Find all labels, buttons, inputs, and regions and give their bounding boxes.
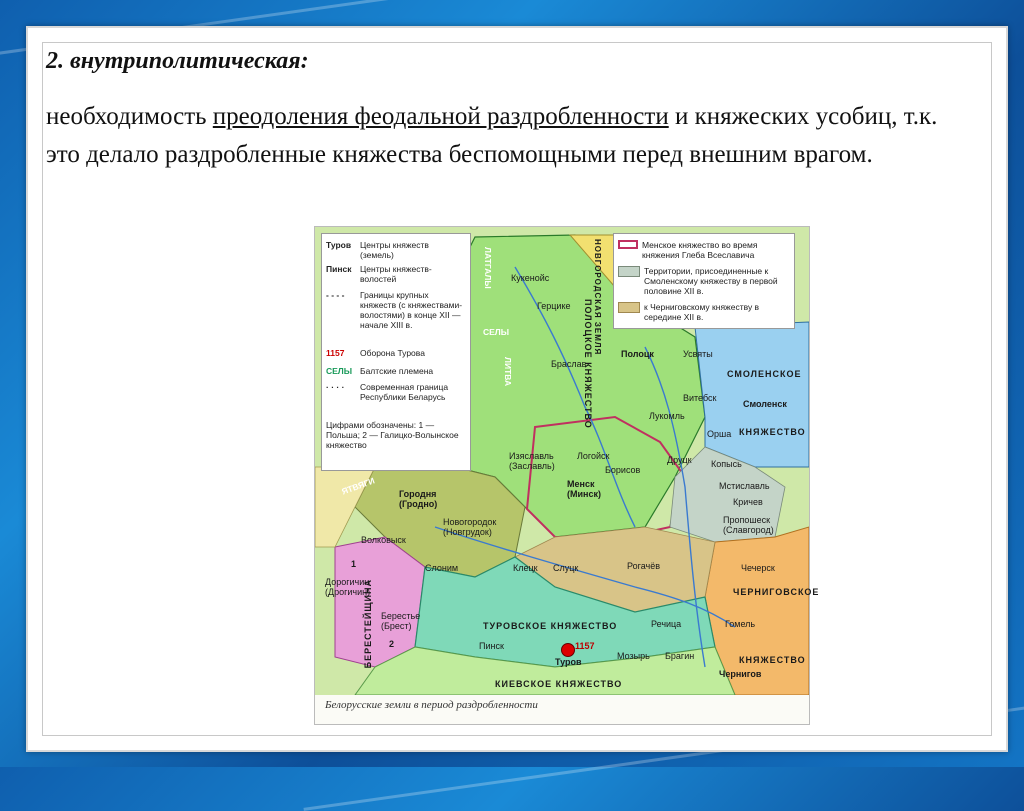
historical-map	[314, 226, 820, 725]
legend-tribes-symbol: СЕЛЫ	[326, 366, 353, 376]
tribe-latgaly: ЛАТГАЛЫ	[483, 247, 493, 289]
region-turov: ТУРОВСКОЕ КНЯЖЕСТВО	[483, 621, 618, 631]
region-polotsk: ПОЛОЦКОЕ КНЯЖЕСТВО	[583, 299, 593, 429]
city-usvyaty: Усвяты	[683, 349, 713, 359]
berestye-region	[335, 537, 425, 667]
city-pinsk: Пинск	[479, 641, 504, 651]
city-gomel: Гомель	[725, 619, 756, 629]
region-chernigov-2: КНЯЖЕСТВО	[739, 655, 806, 665]
city-rogachev: Рогачёв	[627, 561, 660, 571]
legend-tribes	[326, 366, 464, 376]
city-borisov: Борисов	[605, 465, 641, 475]
legend-border-line-icon: - - - -	[326, 290, 345, 300]
legend-borders-label: Границы крупных княжеств (с княжествами-волостями) в конце XII — начале XIII в.	[360, 290, 463, 330]
legend-borders	[326, 290, 464, 330]
region-smolensk-2: КНЯЖЕСТВО	[739, 427, 806, 437]
legend2-chernigov	[618, 302, 794, 322]
body-text-end: и княжеских усобиц, т.к. это делало раздробленные княжества беспомощными перед внешним врагом.	[46, 103, 938, 168]
city-slonim: Слоним	[425, 563, 459, 573]
tribe-yatvyagi: ЯТВЯГИ	[340, 475, 376, 497]
map-caption: Белорусские земли в период раздробленности	[325, 699, 538, 711]
legend-defense-symbol: 1157	[326, 348, 345, 358]
city-bragin: Брагин	[665, 651, 695, 661]
city-drutsk: Друцк	[667, 455, 692, 465]
smolensk-swatch-icon	[618, 266, 640, 277]
minsk-swatch-icon	[618, 240, 638, 249]
legend-centers-label: Центры княжеств (земель)	[360, 240, 429, 260]
map-number-1: 1	[351, 559, 357, 569]
region-berestye: БЕРЕСТЕЙЩИНА	[363, 579, 373, 669]
slide-card	[26, 26, 1008, 752]
slide-heading: 2. внутриполитическая:	[46, 48, 309, 74]
legend-numbers-label: Цифрами обозначены: 1 — Польша; 2 — Галицко-Волынское княжество	[326, 420, 459, 450]
chernigov-swatch-icon	[618, 302, 640, 313]
region-kiev: КИЕВСКОЕ КНЯЖЕСТВО	[495, 679, 623, 689]
turov-defense-icon	[561, 643, 575, 657]
city-kukenois: Кукенойс	[511, 273, 550, 283]
city-kletsk: Клецк	[513, 563, 538, 573]
legend-centers-symbol: Туров	[326, 240, 352, 250]
city-slutsk: Слуцк	[553, 563, 579, 573]
body-text-underlined: преодоления феодальной раздробленности	[212, 103, 669, 130]
city-propoisk: Пропошеск (Славгород)	[723, 515, 774, 535]
city-orsha: Орша	[707, 429, 732, 439]
city-chernigov: Чернигов	[719, 669, 762, 679]
city-smolensk: Смоленск	[743, 399, 787, 409]
city-drogichin: Дорогичин (Дрогичин)	[325, 577, 371, 597]
city-izyaslavl: Изяславль (Заславль)	[509, 451, 555, 471]
map-legend-territories	[613, 233, 795, 329]
legend-tribes-label: Балтские племена	[360, 366, 434, 376]
legend2-minsk	[618, 240, 792, 260]
map-number-2: 2	[389, 639, 395, 649]
legend-defense	[326, 348, 464, 358]
city-logoisk: Логойск	[577, 451, 610, 461]
city-vitebsk: Витебск	[683, 393, 717, 403]
city-chechersk: Чечерск	[741, 563, 775, 573]
city-krichev: Кричев	[733, 497, 763, 507]
city-lukoml: Лукомль	[649, 411, 685, 421]
map-legend	[321, 233, 471, 471]
city-rechitsa: Речица	[651, 619, 682, 629]
legend2-smolensk	[618, 266, 794, 296]
tribe-sely: СЕЛЫ	[483, 327, 510, 337]
legend-modern-label: Современная граница Республики Беларусь	[360, 382, 449, 402]
city-gertsike: Герцике	[537, 301, 571, 311]
legend2-chernigov-label: к Черниговскому княжеству в середине XII в.	[644, 302, 760, 322]
legend-modern-line-icon: · · · ·	[326, 382, 345, 392]
city-turov: Туров	[555, 657, 582, 667]
city-mstislavl: Мстиславль	[719, 481, 770, 491]
city-volkovysk: Волковыск	[361, 535, 406, 545]
region-chernigov-1: ЧЕРНИГОВСКОЕ	[733, 587, 820, 597]
legend-centers	[326, 240, 464, 260]
slide-body-text	[46, 98, 966, 174]
legend-volost-symbol: Пинск	[326, 264, 352, 274]
city-kopys: Копысь	[711, 459, 742, 469]
turov-defense-year: 1157	[575, 641, 595, 651]
legend-modern-border	[326, 382, 464, 402]
city-mozyr: Мозырь	[617, 651, 650, 661]
city-gorodnya: Городня (Гродно)	[399, 489, 438, 509]
body-text-start: необходимость	[46, 103, 213, 130]
region-novgorod: НОВГОРОДСКАЯ ЗЕМЛЯ	[593, 239, 602, 356]
city-mensk: Менск (Минск)	[567, 479, 601, 499]
legend-volost-label: Центры княжеств-волостей	[360, 264, 432, 284]
legend-numbers	[326, 420, 466, 450]
legend2-minsk-label: Менское княжество во время княжения Глеба Всеславича	[642, 240, 758, 260]
city-novogorodok: Новогородок (Новгрудок)	[443, 517, 497, 537]
city-braslav: Браслав	[551, 359, 587, 369]
city-polotsk: Полоцк	[621, 349, 654, 359]
tribe-litva: ЛИТВА	[503, 357, 513, 387]
legend-defense-label: Оборона Турова	[360, 348, 425, 358]
legend2-smolensk-label: Территории, присоединенные к Смоленскому княжеству в первой половине XII в.	[644, 266, 778, 296]
region-smolensk-1: СМОЛЕНСКОЕ	[727, 369, 802, 379]
legend-volost	[326, 264, 464, 284]
city-berestye: Берестье (Брест)	[381, 611, 421, 631]
